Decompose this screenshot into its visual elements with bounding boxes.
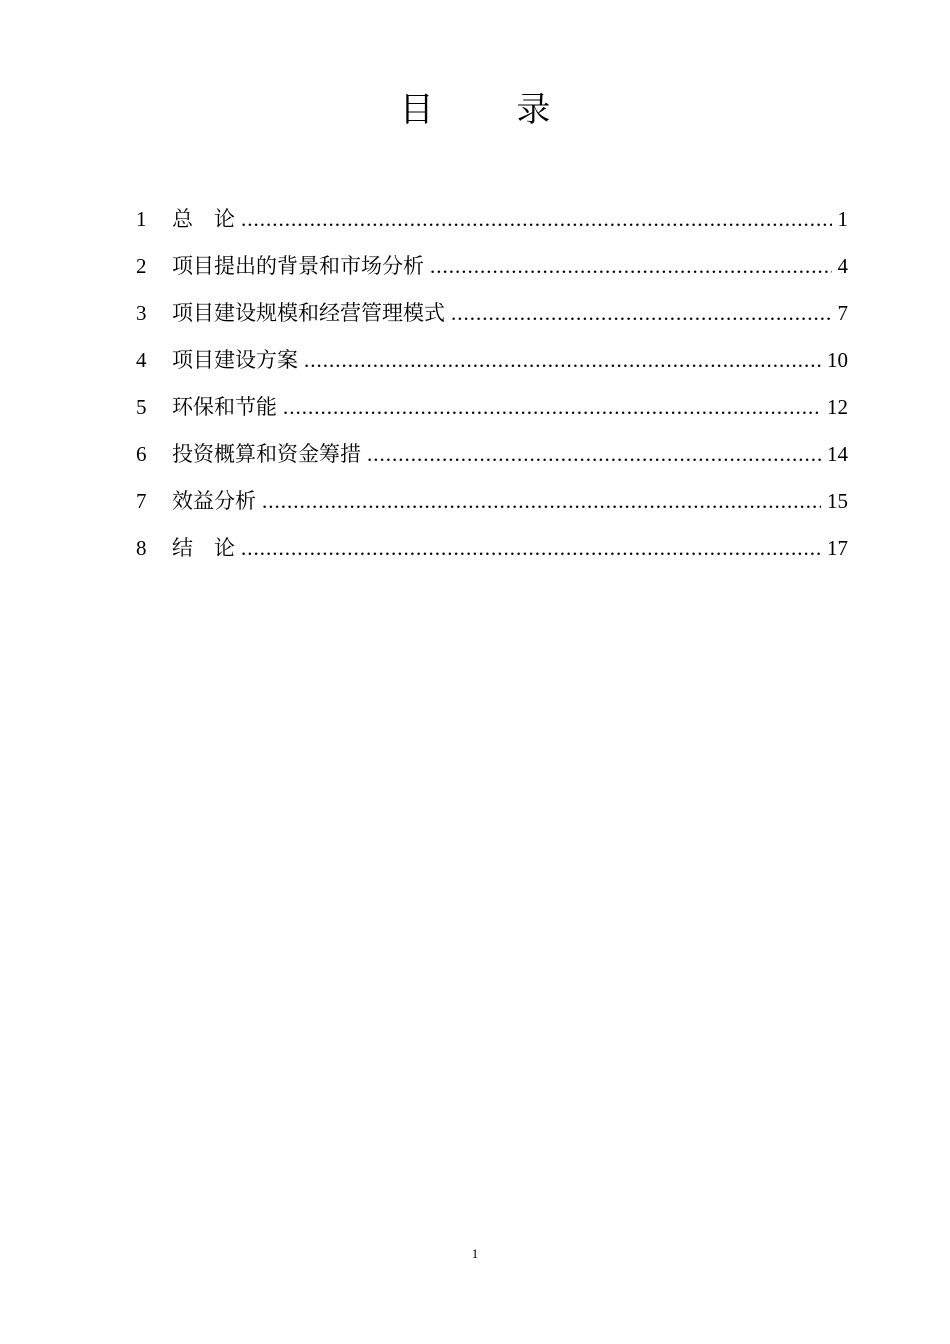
toc-entry[interactable] bbox=[136, 384, 848, 431]
toc-entry-number: 3 bbox=[136, 301, 147, 325]
toc-entry-title: 项目建设方案 bbox=[172, 348, 298, 372]
toc-entry-number: 2 bbox=[136, 254, 147, 278]
toc-dot-leader bbox=[241, 525, 821, 572]
toc-entry-page: 15 bbox=[827, 489, 848, 513]
toc-entry[interactable] bbox=[136, 243, 848, 290]
toc-entry-number: 5 bbox=[136, 395, 147, 419]
toc-entry-page: 14 bbox=[827, 442, 848, 466]
toc-dot-leader bbox=[262, 478, 821, 525]
toc-entry[interactable] bbox=[136, 478, 848, 525]
toc-entry-number: 1 bbox=[136, 207, 147, 231]
toc-entry-page: 7 bbox=[837, 301, 848, 325]
toc-dot-leader bbox=[283, 384, 821, 431]
toc-entry-title: 投资概算和资金筹措 bbox=[172, 442, 361, 466]
toc-entry-title: 环保和节能 bbox=[172, 395, 277, 419]
toc-entry[interactable] bbox=[136, 337, 848, 384]
toc-entry-page: 17 bbox=[827, 536, 848, 560]
toc-entry[interactable] bbox=[136, 290, 848, 337]
page-title: 目 录 bbox=[399, 90, 587, 130]
toc-entry-title: 结 论 bbox=[172, 536, 235, 560]
toc-entry-number: 4 bbox=[136, 348, 147, 372]
toc-dot-leader bbox=[367, 431, 821, 478]
toc-dot-leader bbox=[430, 243, 832, 290]
toc-entry-title: 项目建设规模和经营管理模式 bbox=[172, 301, 445, 325]
toc-entry-page: 12 bbox=[827, 395, 848, 419]
toc-entry-number: 8 bbox=[136, 536, 147, 560]
toc-entry-title: 效益分析 bbox=[172, 489, 256, 513]
toc-entry-number: 7 bbox=[136, 489, 147, 513]
toc-entry-page: 10 bbox=[827, 348, 848, 372]
toc-entry-number: 6 bbox=[136, 442, 147, 466]
toc-dot-leader bbox=[451, 290, 832, 337]
table-of-contents bbox=[136, 196, 848, 572]
toc-entry-title: 总 论 bbox=[172, 207, 235, 231]
toc-entry-title: 项目提出的背景和市场分析 bbox=[172, 254, 424, 278]
toc-dot-leader bbox=[241, 196, 832, 243]
toc-dot-leader bbox=[304, 337, 821, 384]
toc-entry[interactable] bbox=[136, 196, 848, 243]
footer-page-number: 1 bbox=[471, 1246, 479, 1261]
toc-entry-page: 4 bbox=[837, 254, 848, 278]
toc-entry[interactable] bbox=[136, 525, 848, 572]
toc-entry-page: 1 bbox=[837, 207, 848, 231]
toc-entry[interactable] bbox=[136, 431, 848, 478]
